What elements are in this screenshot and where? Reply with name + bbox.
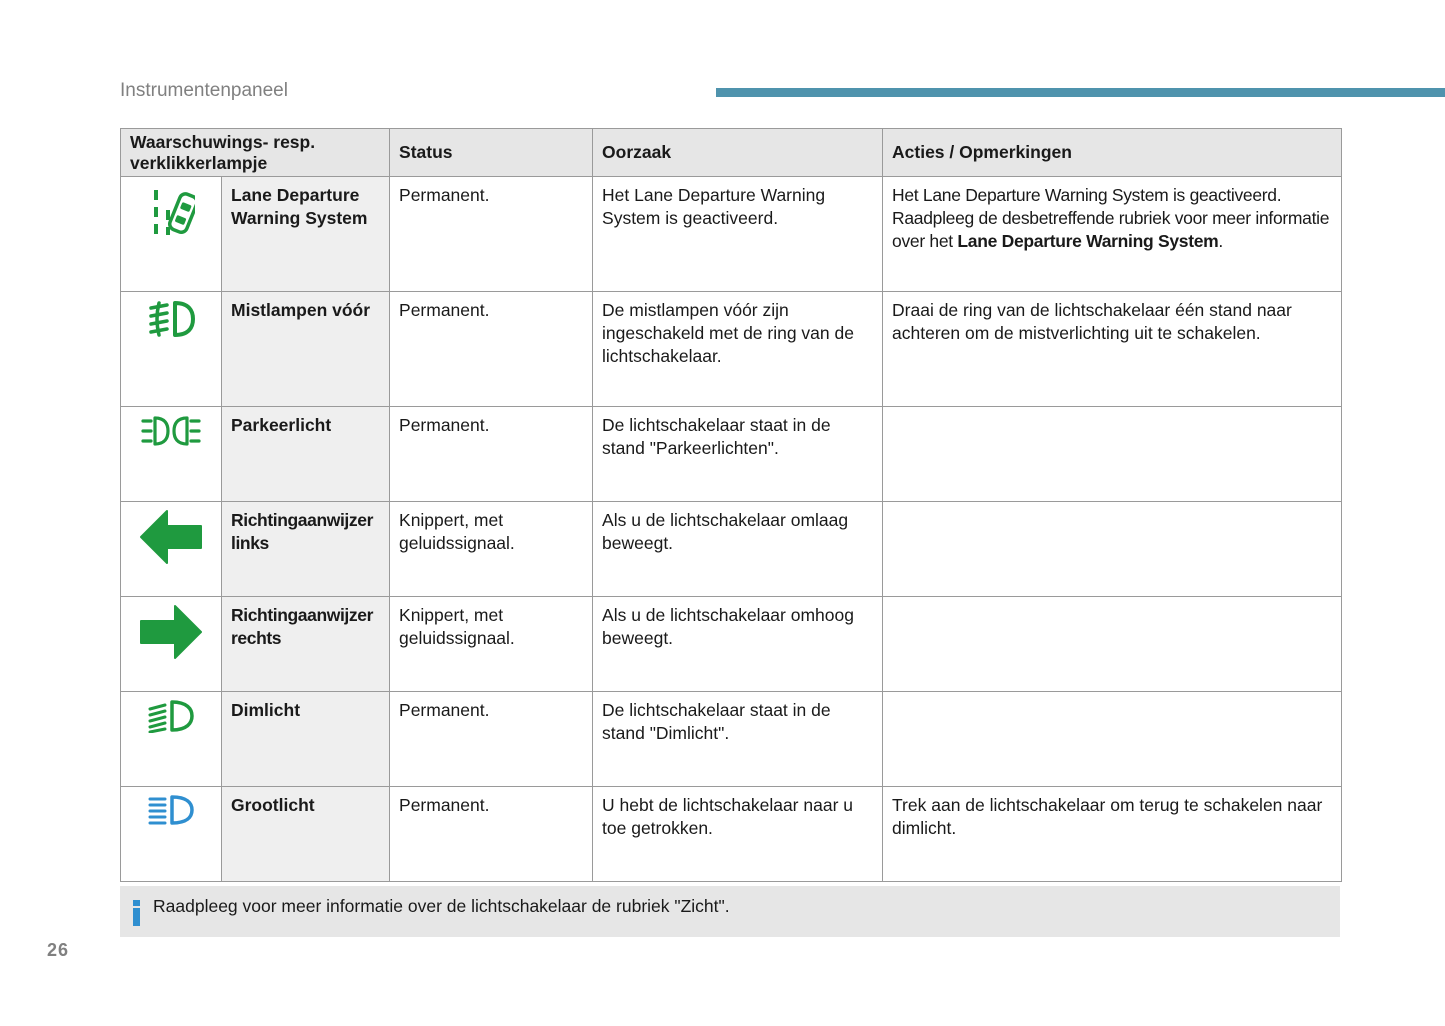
info-note (120, 886, 1340, 937)
lamp-status: Permanent. (390, 787, 593, 882)
lamp-status: Permanent. (390, 177, 593, 292)
lamp-status: Permanent. (390, 407, 593, 502)
lamp-actions (883, 692, 1342, 787)
lamp-actions: Trek aan de lichtschakelaar om terug te schakelen naar dimlicht. (883, 787, 1342, 882)
page-number: 26 (47, 940, 70, 960)
arrow-right-icon (139, 604, 203, 660)
header-cause: Oorzaak (593, 129, 883, 177)
lamp-name: Richtingaanwijzer links (222, 502, 390, 597)
lamp-icon-cell (121, 787, 222, 882)
lamp-name: Richtingaanwijzer rechts (222, 597, 390, 692)
info-icon (132, 900, 141, 926)
warning-lamp-table (120, 128, 1342, 882)
table-row (121, 787, 1342, 882)
actions-suffix: . (1218, 231, 1223, 251)
lamp-cause: De lichtschakelaar staat in de stand "Dimlicht". (593, 692, 883, 787)
table-header-row (121, 129, 1342, 177)
table-row (121, 292, 1342, 407)
lamp-cause: Als u de lichtschakelaar omhoog beweegt. (593, 597, 883, 692)
header-lamp: Waarschuwings- resp. verklikkerlampje (121, 129, 390, 177)
table-row (121, 597, 1342, 692)
lamp-cause: Het Lane Departure Warning System is geactiveerd. (593, 177, 883, 292)
actions-bold-text: Lane Departure Warning System (957, 231, 1219, 251)
main-beam-icon (146, 794, 196, 826)
lamp-status: Permanent. (390, 692, 593, 787)
front-fog-lamp-icon (145, 299, 197, 339)
actions-text: Het Lane Departure Warning System is geactiveerd. Raadpleeg de desbetreffende rubriek voor meer informatie over het (892, 185, 1330, 251)
lamp-status: Knippert, met geluidssignaal. (390, 597, 593, 692)
lamp-actions (883, 597, 1342, 692)
parking-light-icon (141, 414, 201, 448)
lamp-name: Dimlicht (222, 692, 390, 787)
lamp-actions (883, 177, 1342, 292)
lamp-actions (883, 407, 1342, 502)
page-section-title: Instrumentenpaneel (120, 80, 288, 101)
lamp-status: Permanent. (390, 292, 593, 407)
table-row (121, 177, 1342, 292)
lamp-icon-cell (121, 502, 222, 597)
lamp-cause: De mistlampen vóór zijn ingeschakeld met de ring van de lichtschakelaar. (593, 292, 883, 407)
table-row (121, 407, 1342, 502)
table-row (121, 502, 1342, 597)
lamp-name: Mistlampen vóór (222, 292, 390, 407)
lamp-actions (883, 502, 1342, 597)
header-status: Status (390, 129, 593, 177)
lamp-cause: U hebt de lichtschakelaar naar u toe getrokken. (593, 787, 883, 882)
header-accent-bar (716, 88, 1445, 97)
table-row (121, 692, 1342, 787)
lamp-cause: De lichtschakelaar staat in de stand "Parkeerlichten". (593, 407, 883, 502)
arrow-left-icon (139, 509, 203, 565)
lamp-name: Parkeerlicht (222, 407, 390, 502)
lane-departure-icon (147, 184, 195, 244)
info-text: Raadpleeg voor meer informatie over de lichtschakelaar de rubriek "Zicht". (153, 896, 730, 916)
header-actions: Acties / Opmerkingen (883, 129, 1342, 177)
lamp-status: Knippert, met geluidssignaal. (390, 502, 593, 597)
lamp-icon-cell (121, 597, 222, 692)
lamp-icon-cell (121, 692, 222, 787)
dipped-beam-icon (146, 699, 196, 733)
lamp-name: Grootlicht (222, 787, 390, 882)
lamp-icon-cell (121, 177, 222, 292)
lamp-cause: Als u de lichtschakelaar omlaag beweegt. (593, 502, 883, 597)
lamp-name: Lane Departure Warning System (222, 177, 390, 292)
lamp-actions: Draai de ring van de lichtschakelaar één stand naar achteren om de mistverlichting uit te schakelen. (883, 292, 1342, 407)
lamp-icon-cell (121, 407, 222, 502)
lamp-icon-cell (121, 292, 222, 407)
